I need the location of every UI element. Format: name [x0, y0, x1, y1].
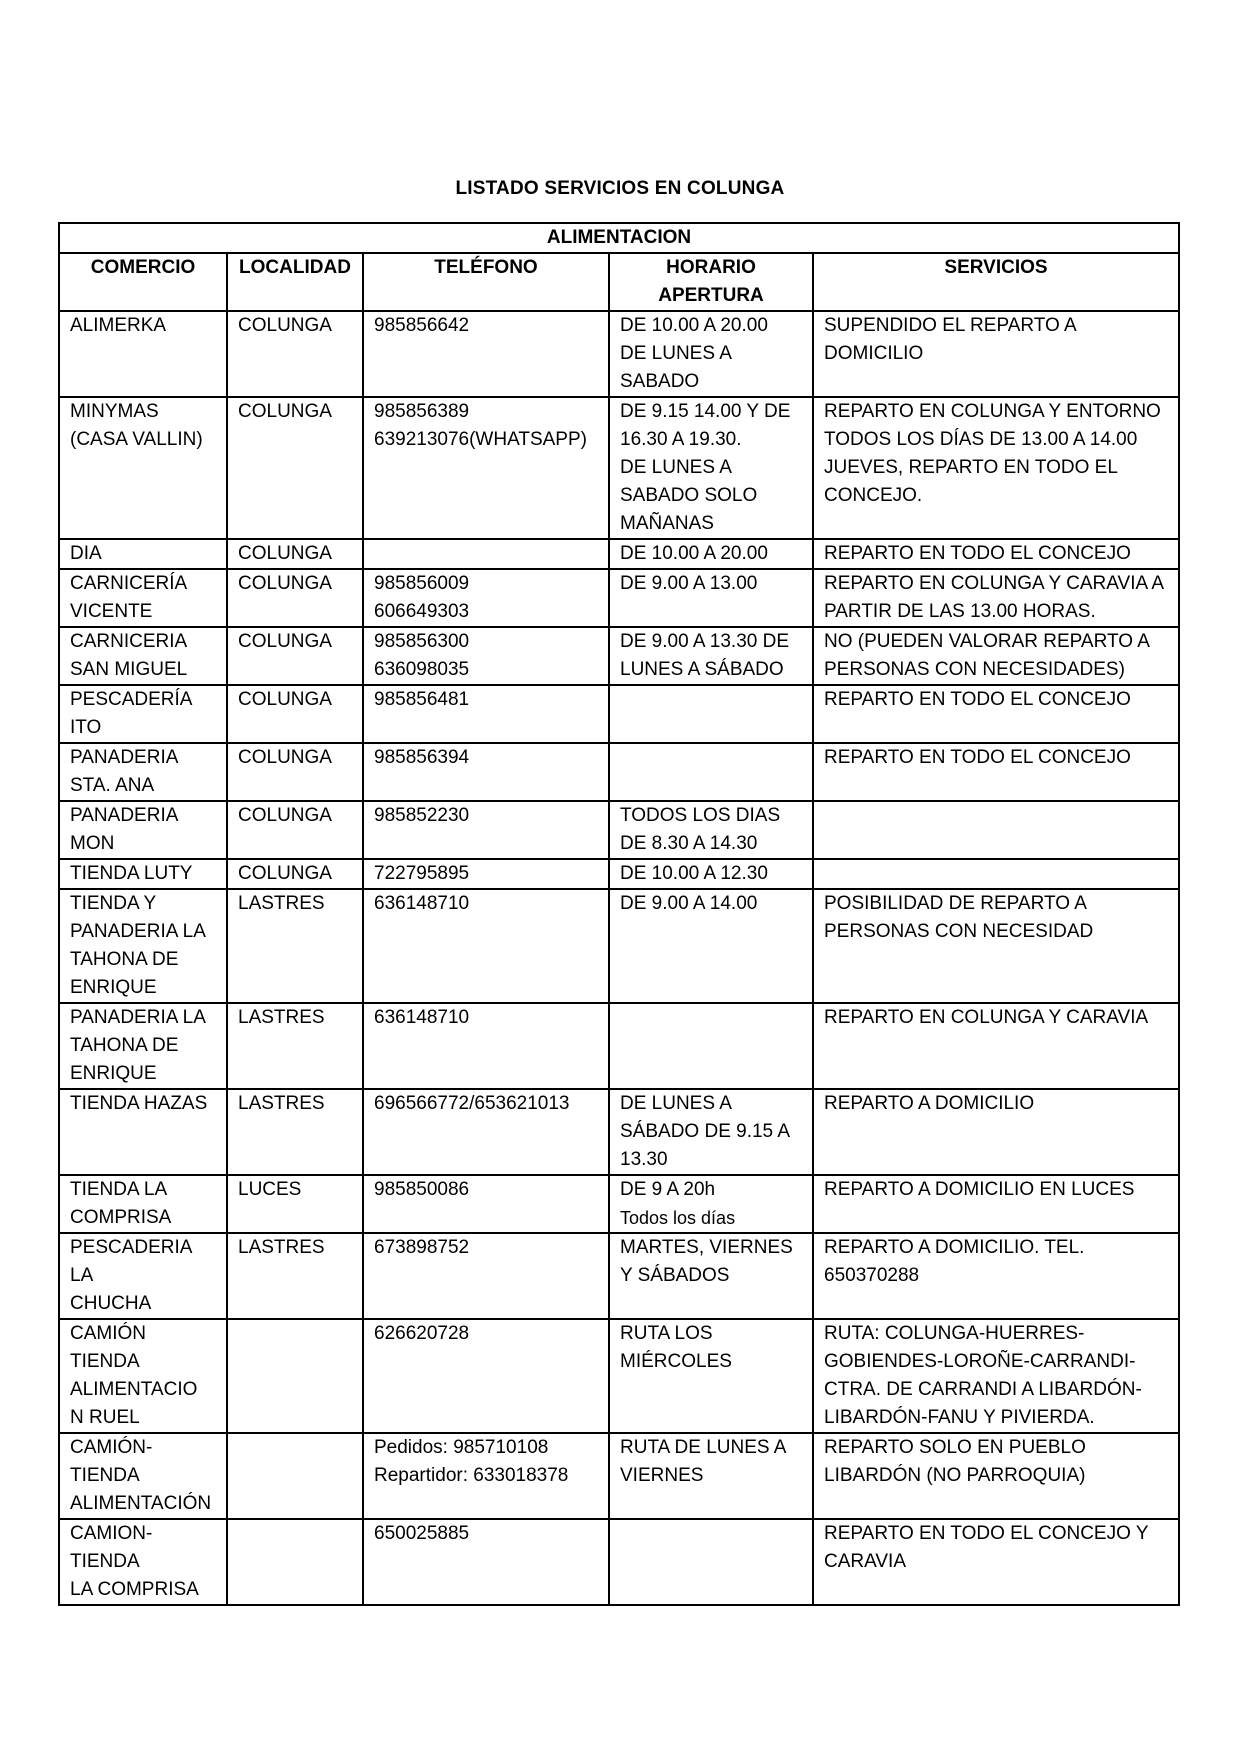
- cell-telefono: 985856300 636098035: [363, 627, 609, 685]
- cell-telefono: 985850086: [363, 1175, 609, 1233]
- column-header-telefono: TELÉFONO: [363, 253, 609, 311]
- cell-servicios: REPARTO EN COLUNGA Y ENTORNO TODOS LOS DÍAS DE 13.00 A 14.00 JUEVES, REPARTO EN TODO EL CONCEJO.: [813, 397, 1179, 539]
- cell-localidad: LUCES: [227, 1175, 363, 1233]
- table-row: [59, 1089, 1179, 1175]
- cell-horario: RUTA LOS MIÉRCOLES: [609, 1319, 813, 1433]
- cell-telefono: [363, 539, 609, 569]
- cell-servicios: REPARTO EN COLUNGA Y CARAVIA: [813, 1003, 1179, 1089]
- cell-servicios: REPARTO A DOMICILIO: [813, 1089, 1179, 1175]
- cell-servicios: NO (PUEDEN VALORAR REPARTO A PERSONAS CON NECESIDADES): [813, 627, 1179, 685]
- cell-localidad: COLUNGA: [227, 801, 363, 859]
- cell-horario-extra: Todos los días: [620, 1208, 736, 1228]
- cell-localidad: COLUNGA: [227, 539, 363, 569]
- column-header-horario: HORARIO APERTURA: [609, 253, 813, 311]
- cell-telefono: 985856009 606649303: [363, 569, 609, 627]
- cell-localidad: COLUNGA: [227, 627, 363, 685]
- cell-comercio: CARNICERÍA VICENTE: [59, 569, 227, 627]
- cell-comercio: ALIMERKA: [59, 311, 227, 397]
- cell-servicios: REPARTO EN TODO EL CONCEJO: [813, 743, 1179, 801]
- table-row: [59, 397, 1179, 539]
- cell-horario: TODOS LOS DIAS DE 8.30 A 14.30: [609, 801, 813, 859]
- cell-telefono: 722795895: [363, 859, 609, 889]
- cell-localidad: COLUNGA: [227, 397, 363, 539]
- cell-servicios: REPARTO EN TODO EL CONCEJO Y CARAVIA: [813, 1519, 1179, 1605]
- cell-servicios: POSIBILIDAD DE REPARTO A PERSONAS CON NECESIDAD: [813, 889, 1179, 1003]
- cell-comercio: CAMIÓN TIENDA ALIMENTACIO N RUEL: [59, 1319, 227, 1433]
- cell-localidad: COLUNGA: [227, 685, 363, 743]
- cell-localidad: LASTRES: [227, 889, 363, 1003]
- cell-horario: DE 10.00 A 20.00 DE LUNES A SABADO: [609, 311, 813, 397]
- page-title: LISTADO SERVICIOS EN COLUNGA: [455, 178, 785, 199]
- cell-localidad: COLUNGA: [227, 859, 363, 889]
- table-row: [59, 685, 1179, 743]
- cell-telefono: 985856389 639213076(WHATSAPP): [363, 397, 609, 539]
- column-header-localidad: LOCALIDAD: [227, 253, 363, 311]
- cell-localidad: [227, 1433, 363, 1519]
- cell-horario: [609, 685, 813, 743]
- cell-telefono: 636148710: [363, 889, 609, 1003]
- column-header-servicios: SERVICIOS: [813, 253, 1179, 311]
- cell-localidad: LASTRES: [227, 1089, 363, 1175]
- cell-telefono: 673898752: [363, 1233, 609, 1319]
- cell-comercio: CAMION- TIENDA LA COMPRISA: [59, 1519, 227, 1605]
- cell-comercio: CAMIÓN- TIENDA ALIMENTACIÓN: [59, 1433, 227, 1519]
- table-row: [59, 1003, 1179, 1089]
- cell-telefono: 985856394: [363, 743, 609, 801]
- cell-servicios: REPARTO A DOMICILIO EN LUCES: [813, 1175, 1179, 1233]
- cell-servicios: SUPENDIDO EL REPARTO A DOMICILIO: [813, 311, 1179, 397]
- cell-comercio: PANADERIA LA TAHONA DE ENRIQUE: [59, 1003, 227, 1089]
- cell-telefono: 696566772/653621013: [363, 1089, 609, 1175]
- cell-horario: DE 9.00 A 13.30 DE LUNES A SÁBADO: [609, 627, 813, 685]
- section-header-row: [59, 223, 1179, 253]
- table-row: [59, 311, 1179, 397]
- cell-localidad: [227, 1519, 363, 1605]
- cell-comercio: PANADERIA STA. ANA: [59, 743, 227, 801]
- cell-comercio: PANADERIA MON: [59, 801, 227, 859]
- cell-horario: [609, 1003, 813, 1089]
- cell-horario: [609, 1519, 813, 1605]
- cell-comercio: TIENDA LUTY: [59, 859, 227, 889]
- table-row: [59, 1433, 1179, 1519]
- cell-telefono: 626620728: [363, 1319, 609, 1433]
- table-body: [59, 311, 1179, 1605]
- cell-comercio: TIENDA Y PANADERIA LA TAHONA DE ENRIQUE: [59, 889, 227, 1003]
- table-row: [59, 1233, 1179, 1319]
- cell-horario: DE 9.00 A 13.00: [609, 569, 813, 627]
- table-row: [59, 801, 1179, 859]
- cell-horario: [609, 743, 813, 801]
- table-row: [59, 1319, 1179, 1433]
- cell-comercio: MINYMAS (CASA VALLIN): [59, 397, 227, 539]
- cell-servicios: REPARTO EN COLUNGA Y CARAVIA A PARTIR DE LAS 13.00 HORAS.: [813, 569, 1179, 627]
- cell-localidad: COLUNGA: [227, 569, 363, 627]
- cell-telefono: Pedidos: 985710108 Repartidor: 633018378: [363, 1433, 609, 1519]
- cell-comercio: PESCADERÍA ITO: [59, 685, 227, 743]
- cell-comercio: CARNICERIA SAN MIGUEL: [59, 627, 227, 685]
- table-row: [59, 889, 1179, 1003]
- cell-horario: RUTA DE LUNES A VIERNES: [609, 1433, 813, 1519]
- cell-horario: DE 9.15 14.00 Y DE 16.30 A 19.30. DE LUNES A SABADO SOLO MAÑANAS: [609, 397, 813, 539]
- column-header-row: [59, 253, 1179, 311]
- table-row: [59, 539, 1179, 569]
- cell-telefono: 985852230: [363, 801, 609, 859]
- cell-horario: DE LUNES A SÁBADO DE 9.15 A 13.30: [609, 1089, 813, 1175]
- cell-comercio: PESCADERIA LA CHUCHA: [59, 1233, 227, 1319]
- cell-comercio: DIA: [59, 539, 227, 569]
- cell-localidad: COLUNGA: [227, 311, 363, 397]
- cell-comercio: TIENDA HAZAS: [59, 1089, 227, 1175]
- cell-localidad: LASTRES: [227, 1233, 363, 1319]
- table-row: [59, 627, 1179, 685]
- cell-telefono: 985856481: [363, 685, 609, 743]
- cell-horario: DE 9.00 A 14.00: [609, 889, 813, 1003]
- cell-telefono: 650025885: [363, 1519, 609, 1605]
- cell-servicios: [813, 801, 1179, 859]
- cell-servicios: REPARTO A DOMICILIO. TEL. 650370288: [813, 1233, 1179, 1319]
- cell-telefono: 636148710: [363, 1003, 609, 1089]
- cell-comercio: TIENDA LA COMPRISA: [59, 1175, 227, 1233]
- cell-servicios: REPARTO EN TODO EL CONCEJO: [813, 685, 1179, 743]
- cell-servicios: [813, 859, 1179, 889]
- services-table: [58, 222, 1180, 1606]
- table-row: [59, 1519, 1179, 1605]
- cell-horario: DE 9 A 20h Todos los días: [609, 1175, 813, 1233]
- cell-servicios: REPARTO EN TODO EL CONCEJO: [813, 539, 1179, 569]
- cell-telefono: 985856642: [363, 311, 609, 397]
- cell-servicios: RUTA: COLUNGA-HUERRES- GOBIENDES-LOROÑE-CARRANDI- CTRA. DE CARRANDI A LIBARDÓN- LIBARDÓN-FANU Y PIVIERDA.: [813, 1319, 1179, 1433]
- cell-horario: DE 10.00 A 20.00: [609, 539, 813, 569]
- cell-horario: MARTES, VIERNES Y SÁBADOS: [609, 1233, 813, 1319]
- table-row: [59, 743, 1179, 801]
- cell-localidad: LASTRES: [227, 1003, 363, 1089]
- section-title: ALIMENTACION: [59, 223, 1179, 253]
- cell-horario: DE 10.00 A 12.30: [609, 859, 813, 889]
- cell-localidad: COLUNGA: [227, 743, 363, 801]
- table-row: [59, 859, 1179, 889]
- table-row: [59, 569, 1179, 627]
- cell-servicios: REPARTO SOLO EN PUEBLO LIBARDÓN (NO PARROQUIA): [813, 1433, 1179, 1519]
- cell-localidad: [227, 1319, 363, 1433]
- table-row: [59, 1175, 1179, 1233]
- column-header-comercio: COMERCIO: [59, 253, 227, 311]
